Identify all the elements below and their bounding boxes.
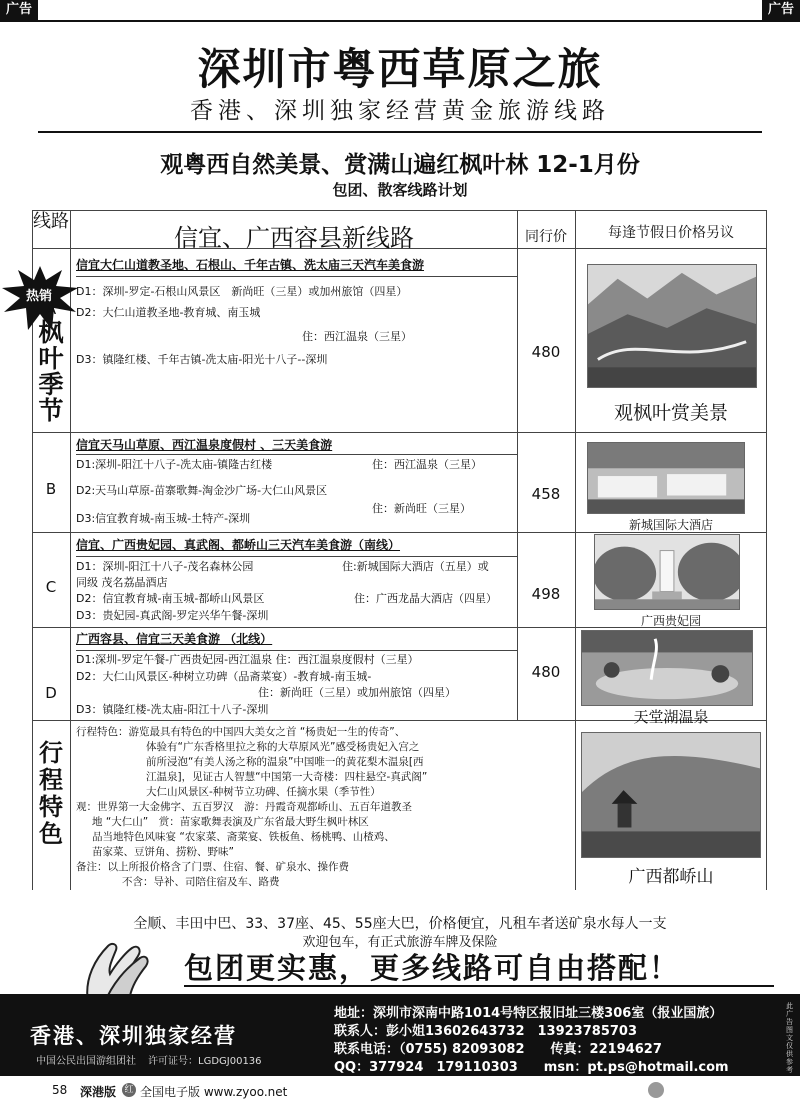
header-note: 每逢节假日价格另议	[608, 225, 734, 241]
route-d-line-3: 住：新尚旺（三星）或加州旅馆（四星）	[258, 686, 456, 699]
header-price: 同行价	[525, 229, 567, 245]
table-border-right	[766, 210, 767, 890]
route-b-line-3: D2:天马山草原-苗寨歌舞-淘金沙广场-大仁山风景区	[76, 484, 328, 497]
ad-tag-right: 广告	[762, 0, 800, 20]
route-b-line-1: D1:深圳-阳江十八子-冼太庙-镇隆古红楼	[76, 458, 273, 471]
bus-rental-info: 全顺、丰田中巴、33、37座、45、55座大巴，价格便宜，凡租车者送矿泉水每人一支	[133, 916, 667, 932]
route-c-price: 498	[531, 585, 561, 603]
footer-brand: 香港、深圳独家经营	[30, 1024, 237, 1048]
features-line-5: 大仁山风景区-种树节立功碑、任摘水果（季节性）	[146, 786, 381, 798]
page-edition: 深港版	[80, 1085, 117, 1099]
col-divider-price	[575, 210, 576, 890]
headline: 观粤西自然美景、赏满山遍红枫叶林 12-1月份	[160, 152, 640, 178]
features-line-2: 体验有“广东香格里拉之称的大草原风光”感受杨贵妃入宫之	[146, 741, 420, 753]
route-a-line-3: 住：西江温泉（三星）	[302, 330, 412, 343]
header-route-name: 信宜、广西容县新线路	[174, 224, 414, 252]
license-number: 许可证号：LGDGJ00136	[148, 1056, 262, 1067]
page-bar	[0, 1080, 800, 1100]
route-d-line-1: D1:深圳-罗定午餐-广西贵妃园-西江温泉 住：西江温泉度假村（三星）	[76, 653, 419, 666]
slogan: 包团更实惠，更多线路可自由搭配！	[184, 951, 681, 985]
features-line-4: 江温泉]，见证古人智慧“中国第一大奇楼：四柱悬空-真武阁”	[146, 771, 428, 783]
duqiao-mountain-photo	[581, 732, 761, 858]
route-d-label: D	[45, 684, 57, 702]
edition-badge: 红	[122, 1083, 136, 1097]
route-d-title-rule	[76, 650, 517, 651]
maple-scenery-photo	[587, 264, 757, 388]
page-number: 58	[52, 1083, 68, 1097]
subheadline: 包团、散客线路计划	[332, 181, 468, 199]
route-d-price: 480	[531, 663, 561, 681]
features-line-10: 备注：以上所报价格含了门票、住宿、餐、矿泉水、操作费	[76, 861, 349, 873]
features-line-7: 地 “大仁山” 赏：苗家歌舞表演及广东省最大野生枫叶林区	[92, 816, 369, 828]
ad-tag-left: 广告	[0, 0, 38, 20]
license-unit: 中国公民出国游组团社	[36, 1056, 136, 1067]
sub-title: 香港、深圳独家经营黄金旅游线路	[190, 98, 610, 124]
footer-qq-msn: QQ：377924 179110303 msn：pt.ps@hotmail.com	[334, 1060, 729, 1075]
route-c-title: 信宜、广西贵妃园、真武阁、都峤山三天汽车美食游（南线）	[76, 538, 401, 552]
footer-address: 地址：深圳市深南中路1014号特区报旧址三楼306室（报业国旅）	[334, 1006, 723, 1021]
slogan-underline	[184, 985, 774, 987]
features-line-9: 苗家菜、豆饼角、捞粉、野味”	[92, 846, 234, 858]
route-a-price: 480	[531, 343, 561, 361]
route-c-line-5: 住：广西龙晶大酒店（四星）	[354, 592, 497, 605]
route-a-line-2: D2：大仁山道教圣地-教育城、南玉城	[76, 306, 261, 319]
features-line-3: 前所浸泡“有美人汤之称的温泉”中国唯一的黄花梨木温泉[西	[146, 756, 424, 768]
route-c-line-3: 同级 茂名荔晶酒店	[76, 576, 168, 589]
hotel-room-photo	[587, 442, 745, 514]
route-b-line-2: 住：西江温泉（三星）	[372, 458, 482, 471]
footer-side-note: 此广告图文仅供参考	[786, 1002, 793, 1074]
route-a-label: A	[45, 300, 57, 318]
features-line-1: 行程特色：游览最具有特色的中国四大美女之首 “杨贵妃一生的传奇”、	[76, 726, 406, 738]
route-b-line-4: 住：新尚旺（三星）	[372, 502, 471, 515]
footer-phone: 联系电话：（0755) 82093082 传真：22194627	[334, 1042, 662, 1057]
concubine-garden-photo	[594, 534, 740, 610]
route-b-title: 信宜天马山草原、西江温泉度假村 、三天美食游	[76, 438, 333, 452]
main-title: 深圳市粤西草原之旅	[197, 45, 603, 95]
route-c-line-4: D2：信宜教育城-南玉城-都峤山风景区	[76, 592, 265, 605]
route-d-line-4: D3：镇隆红楼-冼太庙-阳江十八子-深圳	[76, 703, 269, 716]
route-b-caption: 新城国际大酒店	[628, 518, 713, 532]
route-c-line-6: D3：贵妃园-真武阁-罗定兴华午餐-深圳	[76, 609, 269, 622]
row-divider-ab	[32, 432, 767, 433]
table-border-top	[32, 210, 767, 211]
route-a-caption: 观枫叶赏美景	[613, 402, 728, 424]
route-b-label: B	[45, 480, 57, 498]
route-d-line-2: D2：大仁山风景区-种树立功碑（品斋菜宴）-教育城-南玉城-	[76, 670, 372, 683]
features-label: 行程特色	[39, 739, 63, 848]
route-a-title: 信宜大仁山道教圣地、石根山、千年古镇、洗太庙三天汽车美食游	[76, 258, 425, 272]
route-a-title-rule	[76, 276, 517, 277]
route-b-title-rule	[76, 454, 517, 455]
top-rule	[0, 20, 800, 22]
route-c-label: C	[45, 578, 57, 596]
hot-sale-badge: 热销	[25, 289, 52, 304]
hot-spring-photo	[581, 630, 753, 706]
route-b-line-5: D3:信宜教育城-南玉城-土特产-深圳	[76, 512, 251, 525]
route-c-title-rule	[76, 556, 517, 557]
features-line-11: 不含：导补、司陪住宿及车、路费	[122, 876, 280, 888]
route-a-line-4: D3：镇隆红楼、千年古镇-冼太庙-阳光十八子--深圳	[76, 353, 328, 366]
footer	[0, 994, 800, 1076]
route-a-line-1: D1：深圳-罗定-石根山风景区 新尚旺（三星）或加州旅馆（四星）	[76, 285, 408, 298]
route-table	[25, 210, 767, 890]
route-c-line-1: D1：深圳-阳江十八子-茂名森林公园	[76, 560, 254, 573]
header-route: 线路	[33, 211, 69, 232]
route-d-caption: 天堂湖温泉	[633, 708, 709, 726]
route-c-caption: 广西贵妃园	[640, 614, 701, 628]
features-line-6: 观：世界第一大金佛字、五百罗汉 游：丹霞奇观都峤山、五百年道教圣	[76, 801, 412, 813]
page-website: 全国电子版 www.zyoo.net	[140, 1085, 288, 1099]
route-b-price: 458	[531, 485, 561, 503]
route-a-season: 枫叶季节	[38, 318, 64, 425]
charter-welcome: 欢迎包车，有正式旅游车牌及保险	[302, 935, 498, 950]
features-caption: 广西都峤山	[628, 867, 714, 887]
features-line-8: 品当地特色风味宴 “农家菜、斋菜宴、铁板鱼、杨桃鸭、山楂鸡、	[92, 831, 395, 843]
col-divider-name	[517, 210, 518, 720]
title-divider	[38, 131, 762, 133]
route-c-line-2: 住:新城国际大酒店（五星）或	[342, 560, 489, 573]
route-d-title: 广西容县、信宜三天美食游 （北线）	[76, 632, 273, 646]
page-dot-icon	[648, 1082, 664, 1098]
footer-contact: 联系人：彭小姐13602643732 13923785703	[334, 1024, 637, 1039]
